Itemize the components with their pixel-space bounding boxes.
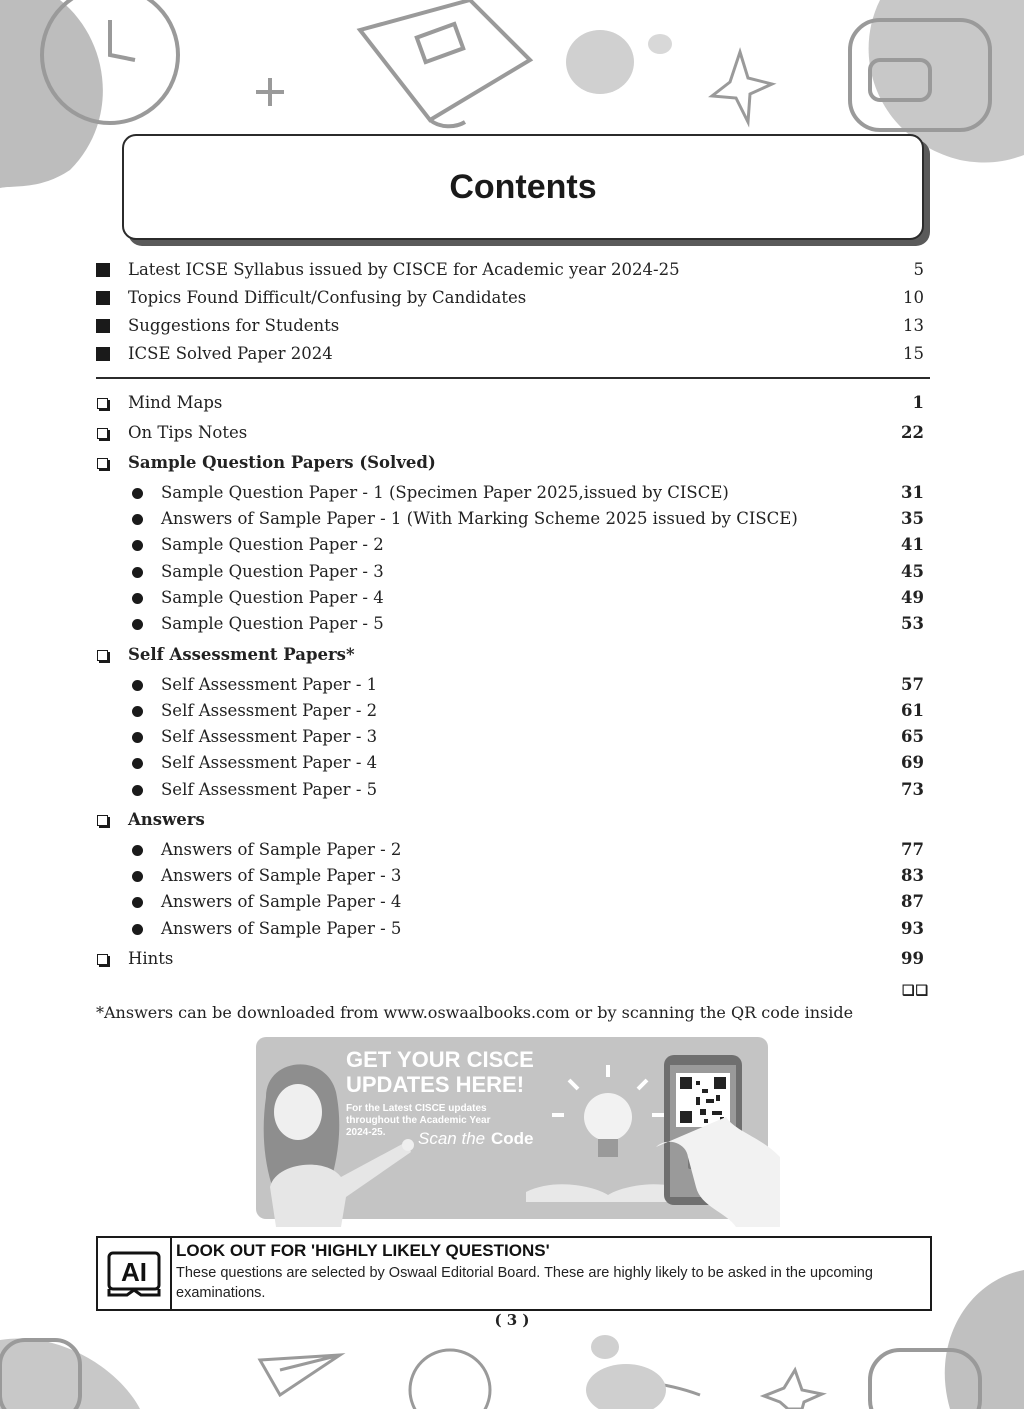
checkbox-bullet-icon xyxy=(97,458,108,469)
toc-entry-label: Mind Maps xyxy=(128,393,223,412)
toc-sub-entry-page: 65 xyxy=(901,727,924,746)
page-number: ( 3 ) xyxy=(494,1311,530,1329)
intro-item-page: 13 xyxy=(903,316,924,335)
toc-section-sample-papers xyxy=(96,453,924,473)
toc-section-self-assessment xyxy=(96,645,924,665)
ai-book-icon xyxy=(105,1249,163,1299)
checkbox-bullet-icon xyxy=(97,650,108,661)
toc-sub-entry-page: 49 xyxy=(901,588,924,607)
toc-sub-entry[interactable] xyxy=(96,562,924,582)
toc-sub-entry-page: 83 xyxy=(901,866,924,885)
dot-bullet-icon xyxy=(132,567,143,578)
toc-sub-entry[interactable] xyxy=(96,780,924,800)
dot-bullet-icon xyxy=(132,871,143,882)
intro-item[interactable] xyxy=(96,344,924,364)
banner-headline-2: UPDATES HERE! xyxy=(346,1072,525,1097)
ai-logo-text: AI xyxy=(121,1256,147,1287)
toc-entry-page: 1 xyxy=(912,393,924,412)
toc-sub-entry-label: Sample Question Paper - 4 xyxy=(161,588,384,607)
toc-entry-label: On Tips Notes xyxy=(128,423,248,442)
dot-bullet-icon xyxy=(132,785,143,796)
star-icon xyxy=(712,52,772,122)
intro-item[interactable] xyxy=(96,260,924,280)
dot-bullet-icon xyxy=(132,758,143,769)
checkbox-bullet-icon xyxy=(97,954,108,965)
toc-sub-entry-page: 31 xyxy=(901,483,924,502)
square-bullet-icon xyxy=(96,291,110,305)
page-title: Contents xyxy=(449,167,597,206)
paper-plane-icon xyxy=(260,1355,340,1395)
ai-box-heading: LOOK OUT FOR 'HIGHLY LIKELY QUESTIONS' xyxy=(176,1241,550,1260)
banner-sub-1: For the Latest CISCE updates xyxy=(346,1103,487,1114)
dot-bullet-icon xyxy=(132,619,143,630)
toc-sub-entry-label: Self Assessment Paper - 5 xyxy=(161,780,378,799)
toc-sub-entry-page: 93 xyxy=(901,919,924,938)
intro-item[interactable] xyxy=(96,288,924,308)
toc-sub-entry[interactable] xyxy=(96,588,924,608)
toc-sub-entry-page: 73 xyxy=(901,780,924,799)
toc-section-label: Answers xyxy=(128,810,205,829)
toc-sub-entry[interactable] xyxy=(96,727,924,747)
section-divider xyxy=(96,377,930,379)
toc-sub-entry[interactable] xyxy=(96,614,924,634)
dot-bullet-icon xyxy=(132,488,143,499)
toc-sub-entry-label: Answers of Sample Paper - 5 xyxy=(161,919,402,938)
toc-section-label: Self Assessment Papers* xyxy=(128,645,355,664)
toc-sub-entry-label: Answers of Sample Paper - 3 xyxy=(161,866,402,885)
toc-sub-entry-label: Sample Question Paper - 5 xyxy=(161,614,384,633)
footnote: *Answers can be downloaded from www.oswaalbooks.com or by scanning the QR code inside xyxy=(96,1003,854,1022)
dot-bullet-icon xyxy=(132,514,143,525)
intro-item-page: 5 xyxy=(913,260,924,279)
toc-sub-entry-page: 53 xyxy=(901,614,924,633)
toc-sub-entry-label: Sample Question Paper - 3 xyxy=(161,562,384,581)
dot-bullet-icon xyxy=(132,845,143,856)
cisce-updates-banner[interactable] xyxy=(256,1037,780,1227)
toc-sub-entry-page: 61 xyxy=(901,701,924,720)
dot-bullet-icon xyxy=(132,897,143,908)
dot-bullet-icon xyxy=(132,593,143,604)
square-bullet-icon xyxy=(96,263,110,277)
toc-sub-entry-page: 87 xyxy=(901,892,924,911)
square-bullet-icon xyxy=(96,347,110,361)
toc-sub-entry-label: Self Assessment Paper - 2 xyxy=(161,701,378,720)
toc-sub-entry[interactable] xyxy=(96,675,924,695)
banner-code: Code xyxy=(491,1129,534,1148)
ai-box-text: These questions are selected by Oswaal Editorial Board. These are highly likely to be asked in the upcoming examinations. xyxy=(176,1265,873,1301)
toc-sub-entry-page: 45 xyxy=(901,562,924,581)
star-small-icon xyxy=(764,1370,822,1409)
toc-sub-entry-label: Self Assessment Paper - 4 xyxy=(161,753,378,772)
dot-bullet-icon xyxy=(132,706,143,717)
toc-sub-entry[interactable] xyxy=(96,892,924,912)
toc-entry-on-tips[interactable] xyxy=(96,423,924,443)
intro-item-page: 15 xyxy=(903,344,924,363)
toc-sub-entry[interactable] xyxy=(96,535,924,555)
toc-entry-hints[interactable] xyxy=(96,949,924,969)
toc-sub-entry[interactable] xyxy=(96,753,924,773)
toc-entry-mind-maps[interactable] xyxy=(96,393,924,413)
toc-sub-entry-label: Sample Question Paper - 1 (Specimen Paper 2025,issued by CISCE) xyxy=(161,483,729,502)
toc-entry-page: 22 xyxy=(901,423,924,442)
intro-item-page: 10 xyxy=(903,288,924,307)
banner-sub-3: 2024-25. xyxy=(346,1127,386,1138)
dot-bullet-icon xyxy=(132,924,143,935)
toc-sub-entry-page: 57 xyxy=(901,675,924,694)
ai-logo-icon xyxy=(98,1238,172,1309)
book-icon xyxy=(360,0,530,126)
toc-sub-entry[interactable] xyxy=(96,701,924,721)
checkbox-bullet-icon xyxy=(97,815,108,826)
banner-sub-2: throughout the Academic Year xyxy=(346,1115,491,1126)
dot-bullet-icon xyxy=(132,680,143,691)
toc-sub-entry-page: 41 xyxy=(901,535,924,554)
toc-sub-entry[interactable] xyxy=(96,866,924,886)
toc-sub-entry-page: 77 xyxy=(901,840,924,859)
toc-sub-entry[interactable] xyxy=(96,919,924,939)
toc-sub-entry[interactable] xyxy=(96,509,924,529)
toc-sub-entry-label: Answers of Sample Paper - 4 xyxy=(161,892,402,911)
toc-sub-entry-label: Sample Question Paper - 2 xyxy=(161,535,384,554)
square-bullet-icon xyxy=(96,319,110,333)
toc-sub-entry-label: Self Assessment Paper - 1 xyxy=(161,675,378,694)
intro-item-label: Topics Found Difficult/Confusing by Candidates xyxy=(128,288,527,307)
toc-entry-page: 99 xyxy=(901,949,924,968)
toc-sub-entry[interactable] xyxy=(96,840,924,860)
checkbox-bullet-icon xyxy=(97,398,108,409)
intro-item-label: Suggestions for Students xyxy=(128,316,340,335)
toc-sub-entry-label: Answers of Sample Paper - 2 xyxy=(161,840,402,859)
banner-headline-1: GET YOUR CISCE xyxy=(346,1047,534,1072)
dot-bullet-icon xyxy=(132,732,143,743)
checkbox-bullet-icon xyxy=(97,428,108,439)
toc-sub-entry-page: 69 xyxy=(901,753,924,772)
toc-sub-entry-label: Self Assessment Paper - 3 xyxy=(161,727,378,746)
toc-sub-entry-label: Answers of Sample Paper - 1 (With Marking Scheme 2025 issued by CISCE) xyxy=(161,509,798,528)
toc-section-label: Sample Question Papers (Solved) xyxy=(128,453,436,472)
dot-bullet-icon xyxy=(132,540,143,551)
end-mark: ❑❑ xyxy=(902,983,930,999)
plus-icon xyxy=(256,78,284,106)
toc-entry-label: Hints xyxy=(128,949,174,968)
highly-likely-questions-box xyxy=(96,1236,932,1311)
intro-item[interactable] xyxy=(96,316,924,336)
contents-title-box xyxy=(122,134,924,240)
intro-item-label: ICSE Solved Paper 2024 xyxy=(128,344,333,363)
toc-sub-entry[interactable] xyxy=(96,483,924,503)
toc-sub-entry-page: 35 xyxy=(901,509,924,528)
toc-section-answers xyxy=(96,810,924,830)
banner-scan-the: Scan the xyxy=(418,1129,486,1148)
intro-item-label: Latest ICSE Syllabus issued by CISCE for Academic year 2024-25 xyxy=(128,260,680,279)
